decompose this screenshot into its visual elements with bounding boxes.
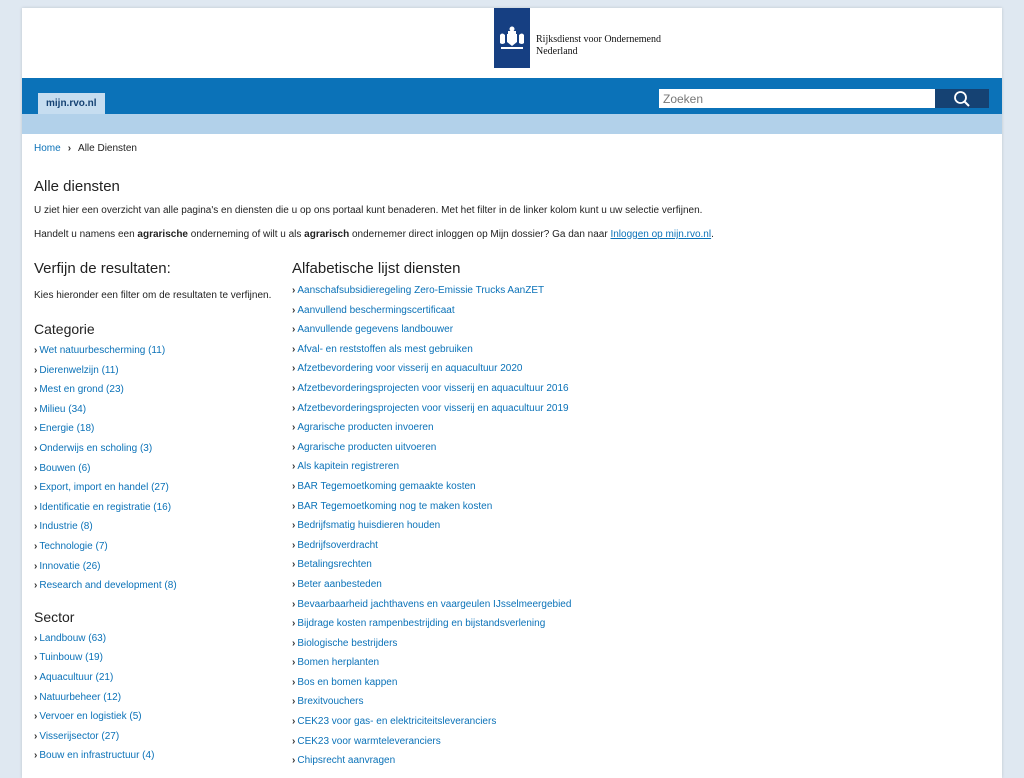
chevron-right-icon: › xyxy=(34,540,38,552)
chevron-right-icon: › xyxy=(292,559,296,571)
categorie-filter-item[interactable] xyxy=(34,442,274,462)
chevron-right-icon: › xyxy=(34,501,38,513)
sector-filter-item-link[interactable]: Landbouw (63) xyxy=(39,632,107,644)
service-link-item[interactable] xyxy=(292,500,792,520)
sector-filter-item-link[interactable]: Natuurbeheer (12) xyxy=(39,691,122,703)
service-link-item[interactable] xyxy=(292,402,792,422)
service-link-item-link[interactable]: Bedrijfsoverdracht xyxy=(297,539,378,551)
chevron-right-icon: › xyxy=(34,364,38,376)
categorie-heading: Categorie xyxy=(34,321,95,337)
chevron-right-icon: › xyxy=(292,304,296,316)
service-link-item-link[interactable]: Als kapitein registreren xyxy=(297,461,400,473)
categorie-filter-item-link[interactable]: Industrie (8) xyxy=(39,521,93,533)
login-link[interactable]: Inloggen op mijn.rvo.nl xyxy=(610,229,712,240)
filter-description: Kies hieronder een filter om de resultaten te verfijnen. xyxy=(34,290,272,301)
chevron-right-icon: › xyxy=(292,755,296,767)
chevron-right-icon: › xyxy=(292,324,296,336)
chevron-right-icon: › xyxy=(292,696,296,708)
logo-line-1: Rijksdienst voor Ondernemend xyxy=(536,34,661,45)
chevron-right-icon: › xyxy=(292,480,296,492)
sector-filter-item-link[interactable]: Bouw en infrastructuur (4) xyxy=(39,750,155,762)
categorie-filter-item[interactable] xyxy=(34,403,274,423)
service-link-item-link[interactable]: Betalingsrechten xyxy=(297,559,372,571)
chevron-right-icon: › xyxy=(34,730,38,742)
chevron-right-icon: › xyxy=(34,711,38,723)
categorie-filter-item-link[interactable]: Dierenwelzijn (11) xyxy=(39,364,119,376)
chevron-right-icon: › xyxy=(34,403,38,415)
chevron-right-icon: › xyxy=(292,363,296,375)
chevron-right-icon: › xyxy=(292,422,296,434)
service-link-item[interactable] xyxy=(292,362,792,382)
categorie-filter-item-link[interactable]: Milieu (34) xyxy=(39,403,87,415)
service-link-item-link[interactable]: Afzetbevorderingsprojecten voor visserij en aquacultuur 2019 xyxy=(297,402,569,414)
sector-filter-item[interactable] xyxy=(34,749,274,769)
chevron-right-icon: › xyxy=(292,618,296,630)
chevron-right-icon: › xyxy=(292,441,296,453)
service-link-item[interactable] xyxy=(292,304,792,324)
chevron-right-icon: › xyxy=(34,384,38,396)
categorie-filter-item[interactable] xyxy=(34,520,274,540)
service-link-item[interactable] xyxy=(292,382,792,402)
service-link-item[interactable] xyxy=(292,284,792,304)
service-link-item[interactable] xyxy=(292,421,792,441)
breadcrumb xyxy=(34,143,137,154)
categorie-filter-item-link[interactable]: Identificatie en registratie (16) xyxy=(39,501,172,513)
chevron-right-icon: › xyxy=(292,500,296,512)
categorie-filter-item-link[interactable]: Onderwijs en scholing (3) xyxy=(39,442,153,454)
service-link-item[interactable] xyxy=(292,598,792,618)
categorie-filter-item-link[interactable]: Energie (18) xyxy=(39,423,95,435)
chevron-right-icon: › xyxy=(292,520,296,532)
service-link-item[interactable] xyxy=(292,676,792,696)
chevron-right-icon: › xyxy=(292,285,296,296)
chevron-right-icon: › xyxy=(34,345,38,356)
logo-wordmark xyxy=(536,34,661,58)
categorie-filter-item-link[interactable]: Export, import en handel (27) xyxy=(39,482,169,494)
breadcrumb-home-link[interactable]: Home xyxy=(34,143,61,154)
chevron-right-icon: › xyxy=(292,402,296,414)
sector-heading: Sector xyxy=(34,608,75,625)
service-link-item[interactable] xyxy=(292,637,792,657)
service-link-item-link[interactable]: Agrarische producten invoeren xyxy=(297,422,434,434)
service-link-item[interactable] xyxy=(292,519,792,539)
service-link-item[interactable] xyxy=(292,343,792,363)
service-link-item-link[interactable]: Bomen herplanten xyxy=(297,657,380,669)
service-link-item[interactable] xyxy=(292,558,792,578)
sector-filter-item[interactable] xyxy=(34,651,274,671)
chevron-right-icon: › xyxy=(292,578,296,590)
service-link-item[interactable] xyxy=(292,617,792,637)
service-link-item-link[interactable]: Brexitvouchers xyxy=(297,696,364,708)
service-link-item[interactable] xyxy=(292,754,792,774)
rijksoverheid-logo[interactable] xyxy=(494,8,530,68)
service-link-item-link[interactable]: Bevaarbaarheid jachthavens en vaargeulen IJsselmeergebied xyxy=(297,598,572,610)
chevron-right-icon: › xyxy=(292,461,296,473)
categorie-filter-item[interactable] xyxy=(34,364,274,384)
page-title: Alle diensten xyxy=(34,178,120,195)
categorie-filter-list xyxy=(34,344,274,599)
service-link-item[interactable] xyxy=(292,480,792,500)
chevron-right-icon: › xyxy=(34,632,38,644)
categorie-filter-item-link[interactable]: Mest en grond (23) xyxy=(39,384,124,396)
chevron-right-icon: › xyxy=(292,716,296,728)
sector-filter-item[interactable] xyxy=(34,671,274,691)
crest-icon xyxy=(497,25,527,51)
categorie-filter-item-link[interactable]: Technologie (7) xyxy=(39,540,108,552)
chevron-right-icon: › xyxy=(34,691,38,703)
sector-filter-item-link[interactable]: Tuinbouw (19) xyxy=(39,652,103,664)
categorie-filter-item[interactable] xyxy=(34,501,274,521)
service-link-item[interactable] xyxy=(292,735,792,755)
login-notice-part: onderneming of wilt u als xyxy=(188,229,305,240)
categorie-filter-item-link[interactable]: Bouwen (6) xyxy=(39,462,91,474)
categorie-filter-item[interactable] xyxy=(34,560,274,580)
service-link-item[interactable] xyxy=(292,323,792,343)
service-link-item[interactable] xyxy=(292,695,792,715)
login-notice-bold: agrarisch xyxy=(304,229,350,240)
sector-filter-item[interactable] xyxy=(34,730,274,750)
service-link-item-link[interactable]: Bijdrage kosten rampenbestrijding en bijstandsverlening xyxy=(297,618,546,630)
chevron-right-icon: › xyxy=(34,671,38,683)
categorie-filter-item[interactable] xyxy=(34,344,274,364)
service-link-item-link[interactable]: BAR Tegemoetkoming nog te maken kosten xyxy=(297,500,493,512)
top-nav-bar xyxy=(22,78,1002,114)
service-link-item[interactable] xyxy=(292,715,792,735)
service-link-item-link[interactable]: BAR Tegemoetkoming gemaakte kosten xyxy=(297,480,476,492)
service-link-item-link[interactable]: Beter aanbesteden xyxy=(297,578,382,590)
chevron-right-icon: › xyxy=(34,521,38,533)
sector-filter-item[interactable] xyxy=(34,710,274,730)
search-form xyxy=(659,89,989,108)
service-link-item-link[interactable]: Afval- en reststoffen als mest gebruiken xyxy=(297,343,473,355)
sub-nav-bar xyxy=(22,114,1002,134)
login-notice-part: ondernemer direct inloggen op Mijn dossier? Ga dan naar xyxy=(349,229,611,240)
sector-filter-list xyxy=(34,632,274,769)
breadcrumb-current: Alle Diensten xyxy=(78,143,137,154)
categorie-filter-item[interactable] xyxy=(34,462,274,482)
categorie-filter-item[interactable] xyxy=(34,422,274,442)
header-logo-area xyxy=(22,8,1002,78)
service-link-item-link[interactable]: Bos en bomen kappen xyxy=(297,676,398,688)
services-title: Alfabetische lijst diensten xyxy=(292,260,461,277)
categorie-filter-item[interactable] xyxy=(34,579,274,599)
login-notice xyxy=(34,229,714,240)
service-link-item[interactable] xyxy=(292,460,792,480)
services-column xyxy=(292,260,792,774)
login-notice-part: . xyxy=(711,229,714,240)
chevron-right-icon: › xyxy=(292,676,296,688)
service-link-item-link[interactable]: CEK23 voor warmteleveranciers xyxy=(297,735,441,747)
service-link-item[interactable] xyxy=(292,656,792,676)
site-tab-mijn-rvo[interactable]: mijn.rvo.nl xyxy=(38,93,105,114)
chevron-right-icon: › xyxy=(292,382,296,394)
chevron-right-icon: › xyxy=(34,652,38,664)
service-link-item-link[interactable]: Chipsrecht aanvragen xyxy=(297,755,396,767)
categorie-filter-item-link[interactable]: Innovatie (26) xyxy=(39,560,101,572)
chevron-right-icon: › xyxy=(292,735,296,747)
service-link-item[interactable] xyxy=(292,578,792,598)
chevron-right-icon: › xyxy=(34,462,38,474)
sector-filter-item-link[interactable]: Vervoer en logistiek (5) xyxy=(39,711,142,723)
service-link-item-link[interactable]: Afzetbevorderingsprojecten voor visserij en aquacultuur 2016 xyxy=(297,382,569,394)
service-link-item-link[interactable]: Bedrijfsmatig huisdieren houden xyxy=(297,520,441,532)
service-link-item-link[interactable]: Aanvullend beschermingscertificaat xyxy=(297,304,455,316)
categorie-filter-item[interactable] xyxy=(34,481,274,501)
chevron-right-icon: › xyxy=(292,343,296,355)
service-link-item-link[interactable]: CEK23 voor gas- en elektriciteitsleveranciers xyxy=(297,716,497,728)
logo-line-2: Nederland xyxy=(536,46,578,57)
service-link-item[interactable] xyxy=(292,539,792,559)
categorie-filter-item[interactable] xyxy=(34,540,274,560)
search-icon xyxy=(953,90,971,108)
sector-filter-item[interactable] xyxy=(34,632,274,652)
service-link-item-link[interactable]: Agrarische producten uitvoeren xyxy=(297,441,437,453)
service-link-item-link[interactable]: Aanvullende gegevens landbouwer xyxy=(297,324,454,336)
categorie-filter-item[interactable] xyxy=(34,383,274,403)
chevron-right-icon: › xyxy=(292,598,296,610)
chevron-right-icon: › xyxy=(34,442,38,454)
service-link-item-link[interactable]: Biologische bestrijders xyxy=(297,637,398,649)
service-link-item-link[interactable]: Aanschafsubsidieregeling Zero-Emissie Trucks AanZET xyxy=(297,285,545,296)
service-link-item[interactable] xyxy=(292,441,792,461)
chevron-right-icon: › xyxy=(34,423,38,435)
login-notice-part: Handelt u namens een xyxy=(34,229,138,240)
chevron-right-icon: › xyxy=(34,560,38,572)
page-container xyxy=(22,8,1002,778)
filter-column xyxy=(34,260,274,769)
chevron-right-icon: › xyxy=(292,637,296,649)
filter-title: Verfijn de resultaten: xyxy=(34,260,171,277)
sector-filter-item-link[interactable]: Aquacultuur (21) xyxy=(39,671,114,683)
chevron-right-icon: › xyxy=(292,539,296,551)
chevron-right-icon: › xyxy=(292,657,296,669)
login-notice-bold: agrarische xyxy=(137,229,188,240)
search-input[interactable] xyxy=(659,89,935,108)
sector-filter-item-link[interactable]: Visserijsector (27) xyxy=(39,730,120,742)
chevron-right-icon: › xyxy=(34,750,38,762)
chevron-right-icon: › xyxy=(34,580,38,592)
service-link-item-link[interactable]: Afzetbevordering voor visserij en aquacultuur 2020 xyxy=(297,363,523,375)
categorie-filter-item-link[interactable]: Research and development (8) xyxy=(39,580,177,592)
search-button[interactable] xyxy=(935,89,989,108)
intro-text: U ziet hier een overzicht van alle pagina's en diensten die u op ons portaal kunt benaderen. Met het filter in de linker kolom kunt u uw selectie verfijnen. xyxy=(34,205,703,216)
categorie-filter-item-link[interactable]: Wet natuurbescherming (11) xyxy=(39,345,166,356)
sector-filter-item[interactable] xyxy=(34,691,274,711)
services-list xyxy=(292,284,792,774)
chevron-right-icon: › xyxy=(67,143,72,154)
chevron-right-icon: › xyxy=(34,482,38,494)
